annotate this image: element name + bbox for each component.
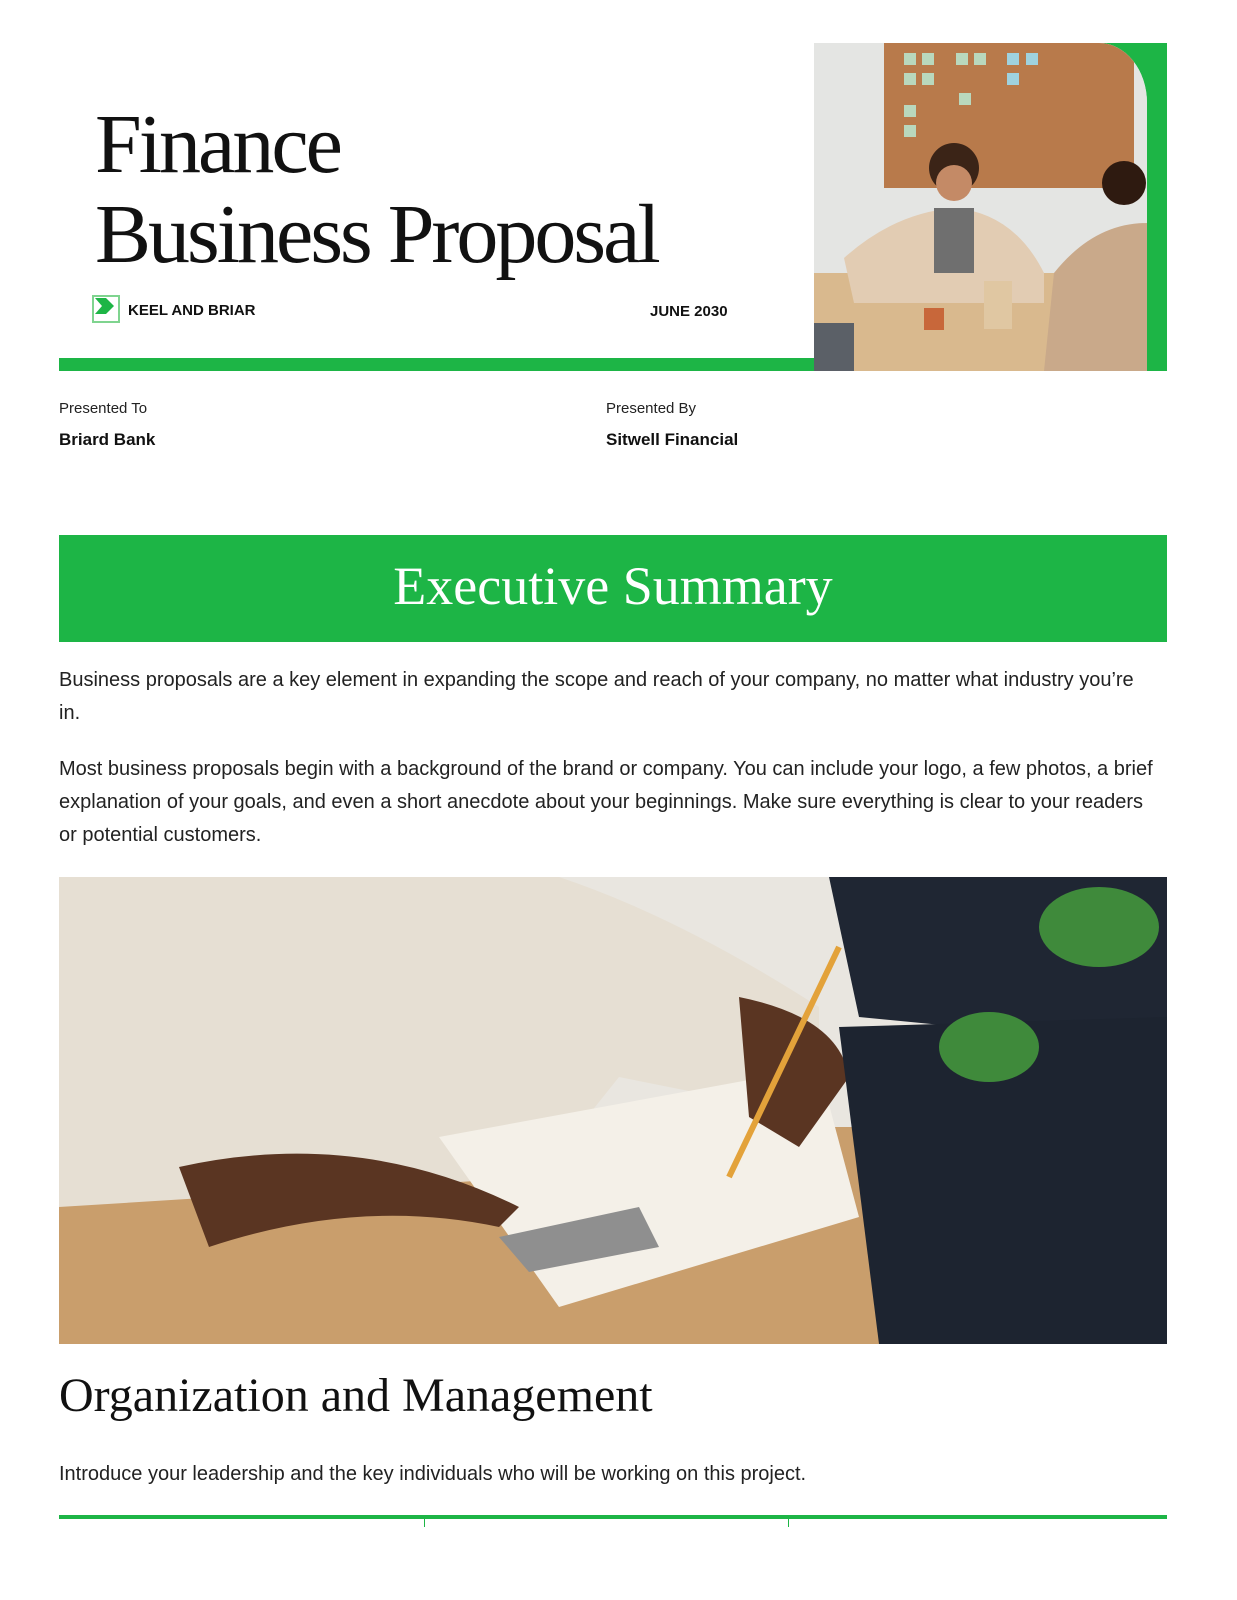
header-divider: [59, 358, 819, 371]
table-top-border: [59, 1515, 1167, 1519]
proposal-date: JUNE 2030: [650, 303, 728, 320]
organization-heading: Organization and Management: [59, 1369, 653, 1422]
presented-by-label: Presented By: [606, 400, 697, 417]
summary-paragraph: Business proposals are a key element in expanding the scope and reach of your company, no matter what industry you’re in.: [59, 669, 1134, 724]
table-column-divider: [424, 1515, 425, 1527]
brand-name: KEEL AND BRIAR: [128, 302, 256, 319]
title-line-1: Finance: [95, 98, 340, 191]
presented-to-value: Briard Bank: [59, 430, 156, 449]
document-title: [95, 100, 658, 280]
presented-by-value: Sitwell Financial: [606, 430, 739, 449]
writing-photo: [59, 877, 1167, 1344]
executive-summary-heading: Executive Summary: [59, 535, 1167, 642]
presented-to-label: Presented To: [59, 400, 148, 417]
brand-logo-icon: [92, 295, 120, 323]
table-column-divider: [788, 1515, 789, 1527]
title-line-2: Business Proposal: [95, 188, 658, 281]
organization-intro: Introduce your leadership and the key individuals who will be working on this project.: [59, 1463, 807, 1485]
meeting-photo: [814, 43, 1147, 371]
summary-paragraph: Most business proposals begin with a background of the brand or company. You can include your logo, a few photos, a brief explanation of your goals, and even a short anecdote about your beginnings. Make sure everything is clear to your readers or potential customers.: [59, 758, 1153, 846]
